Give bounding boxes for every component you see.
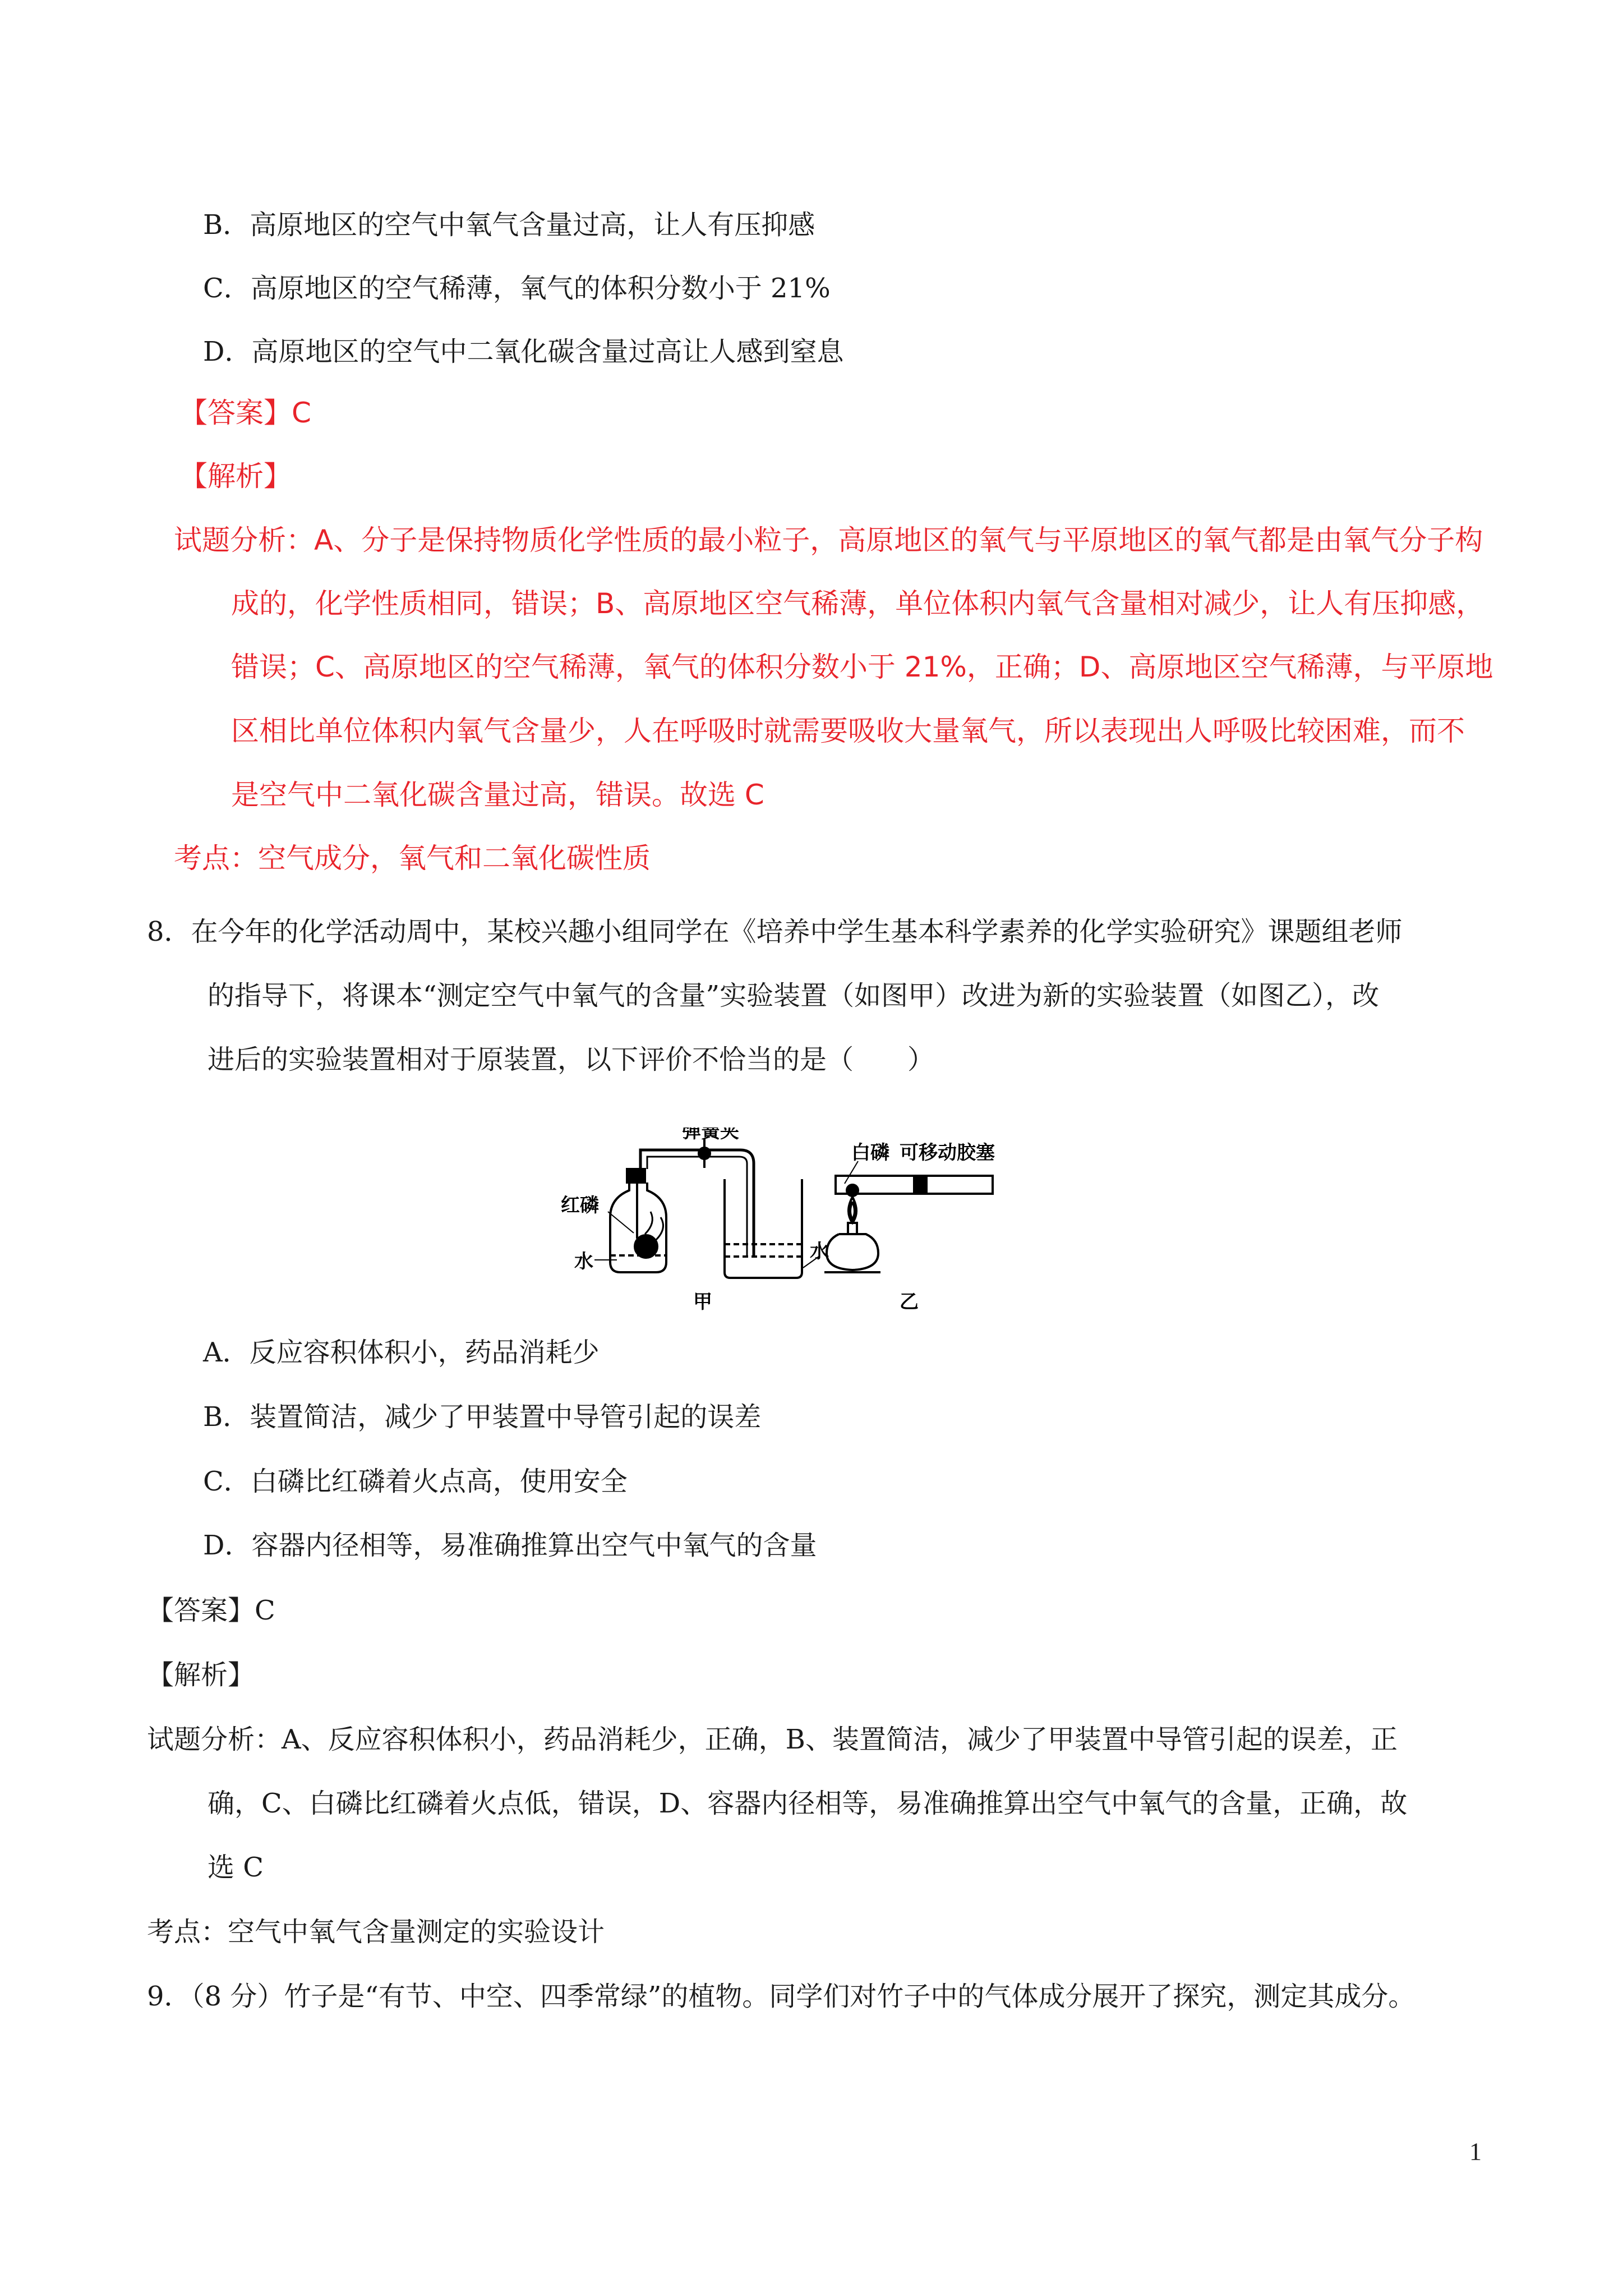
q7-analysis-line: 是空气中二氧化碳含量过高，错误。故选 C (231, 779, 764, 811)
q7-analysis-line: 错误；C、高原地区的空气稀薄，氧气的体积分数小于 21%，正确；D、高原地区空气稀薄，与平原地 (231, 651, 1493, 683)
apparatus-diagram (561, 1128, 1066, 1313)
q7-option-c: C．高原地区的空气稀薄，氧气的体积分数小于 21% (203, 273, 831, 304)
q7-analysis-line: 区相比单位体积内氧气含量少，人在呼吸时就需要吸收大量氧气，所以表现出人呼吸比较困难，而不 (231, 715, 1465, 747)
movable-stopper (914, 1177, 926, 1193)
label-stopper: 可移动胶塞 (900, 1142, 995, 1164)
beaker (725, 1179, 802, 1278)
q7-option-d: D．高原地区的空气中二氧化碳含量过高让人感到窒息 (203, 336, 844, 367)
delivery-tube (640, 1150, 754, 1257)
label-yi: 乙 (900, 1291, 919, 1313)
white-phosphorus (847, 1185, 858, 1196)
q8-analysis-label: 【解析】 (147, 1659, 255, 1691)
q8-analysis-line: 选 C (208, 1852, 264, 1883)
page-number: 1 (1469, 2138, 1482, 2165)
label-red-phosphorus: 红磷 (561, 1194, 599, 1217)
q8-stem-line: 8．在今年的化学活动周中，某校兴趣小组同学在《培养中学生基本科学素养的化学实验研究》课题组老师 (147, 916, 1403, 947)
q8-kaodian: 考点：空气中氧气含量测定的实验设计 (147, 1916, 605, 1948)
q7-analysis-label: 【解析】 (179, 460, 292, 493)
label-jia: 甲 (693, 1291, 712, 1313)
q8-analysis-line: 试题分析：A、反应容积体积小，药品消耗少，正确，B、装置简洁，减少了甲装置中导管引起的误差，正 (147, 1724, 1398, 1755)
q8-analysis-line: 确，C、白磷比红磷着火点低，错误，D、容器内径相等，易准确推算出空气中氧气的含量，正确，故 (208, 1788, 1408, 1819)
q8-option-a: A．反应容积体积小，药品消耗少 (203, 1337, 600, 1368)
q7-analysis-line: 成的，化学性质相同，错误；B、高原地区空气稀薄，单位体积内氧气含量相对减少，让人有压抑感， (231, 587, 1484, 620)
label-water-left: 水 (574, 1250, 593, 1273)
q8-option-c: C．白磷比红磷着火点高，使用安全 (203, 1466, 628, 1497)
q8-answer: 【答案】C (147, 1595, 275, 1626)
apparatus-figure (561, 1128, 1066, 1313)
q7-option-b: B．高原地区的空气中氧气含量过高，让人有压抑感 (203, 209, 815, 241)
q7-answer: 【答案】C (179, 397, 311, 429)
label-white-phosphorus: 白磷 (851, 1142, 889, 1164)
q9-stem: 9．（8 分）竹子是“有节、中空、四季常绿”的植物。同学们对竹子中的气体成分展开了探究，测定其成分。 (147, 1981, 1415, 2012)
label-water-right: 水 (810, 1240, 829, 1263)
q7-kaodian: 考点：空气成分，氧气和二氧化碳性质 (174, 842, 651, 875)
q8-option-b: B．装置简洁，减少了甲装置中导管引起的误差 (203, 1401, 762, 1433)
label-clamp: 弹簧夹 (682, 1128, 739, 1143)
q8-stem-line: 的指导下，将课本“测定空气中氧气的含量”实验装置（如图甲）改进为新的实验装置（如图乙），改 (208, 980, 1380, 1011)
q8-option-d: D．容器内径相等，易准确推算出空气中氧气的含量 (203, 1530, 817, 1561)
alcohol-lamp (827, 1234, 878, 1270)
q8-stem-line: 进后的实验装置相对于原装置，以下评价不恰当的是（ ） (208, 1044, 935, 1075)
q7-analysis-line: 试题分析：A、分子是保持物质化学性质的最小粒子，高原地区的氧气与平原地区的氧气都是由氧气分子构 (174, 524, 1483, 556)
